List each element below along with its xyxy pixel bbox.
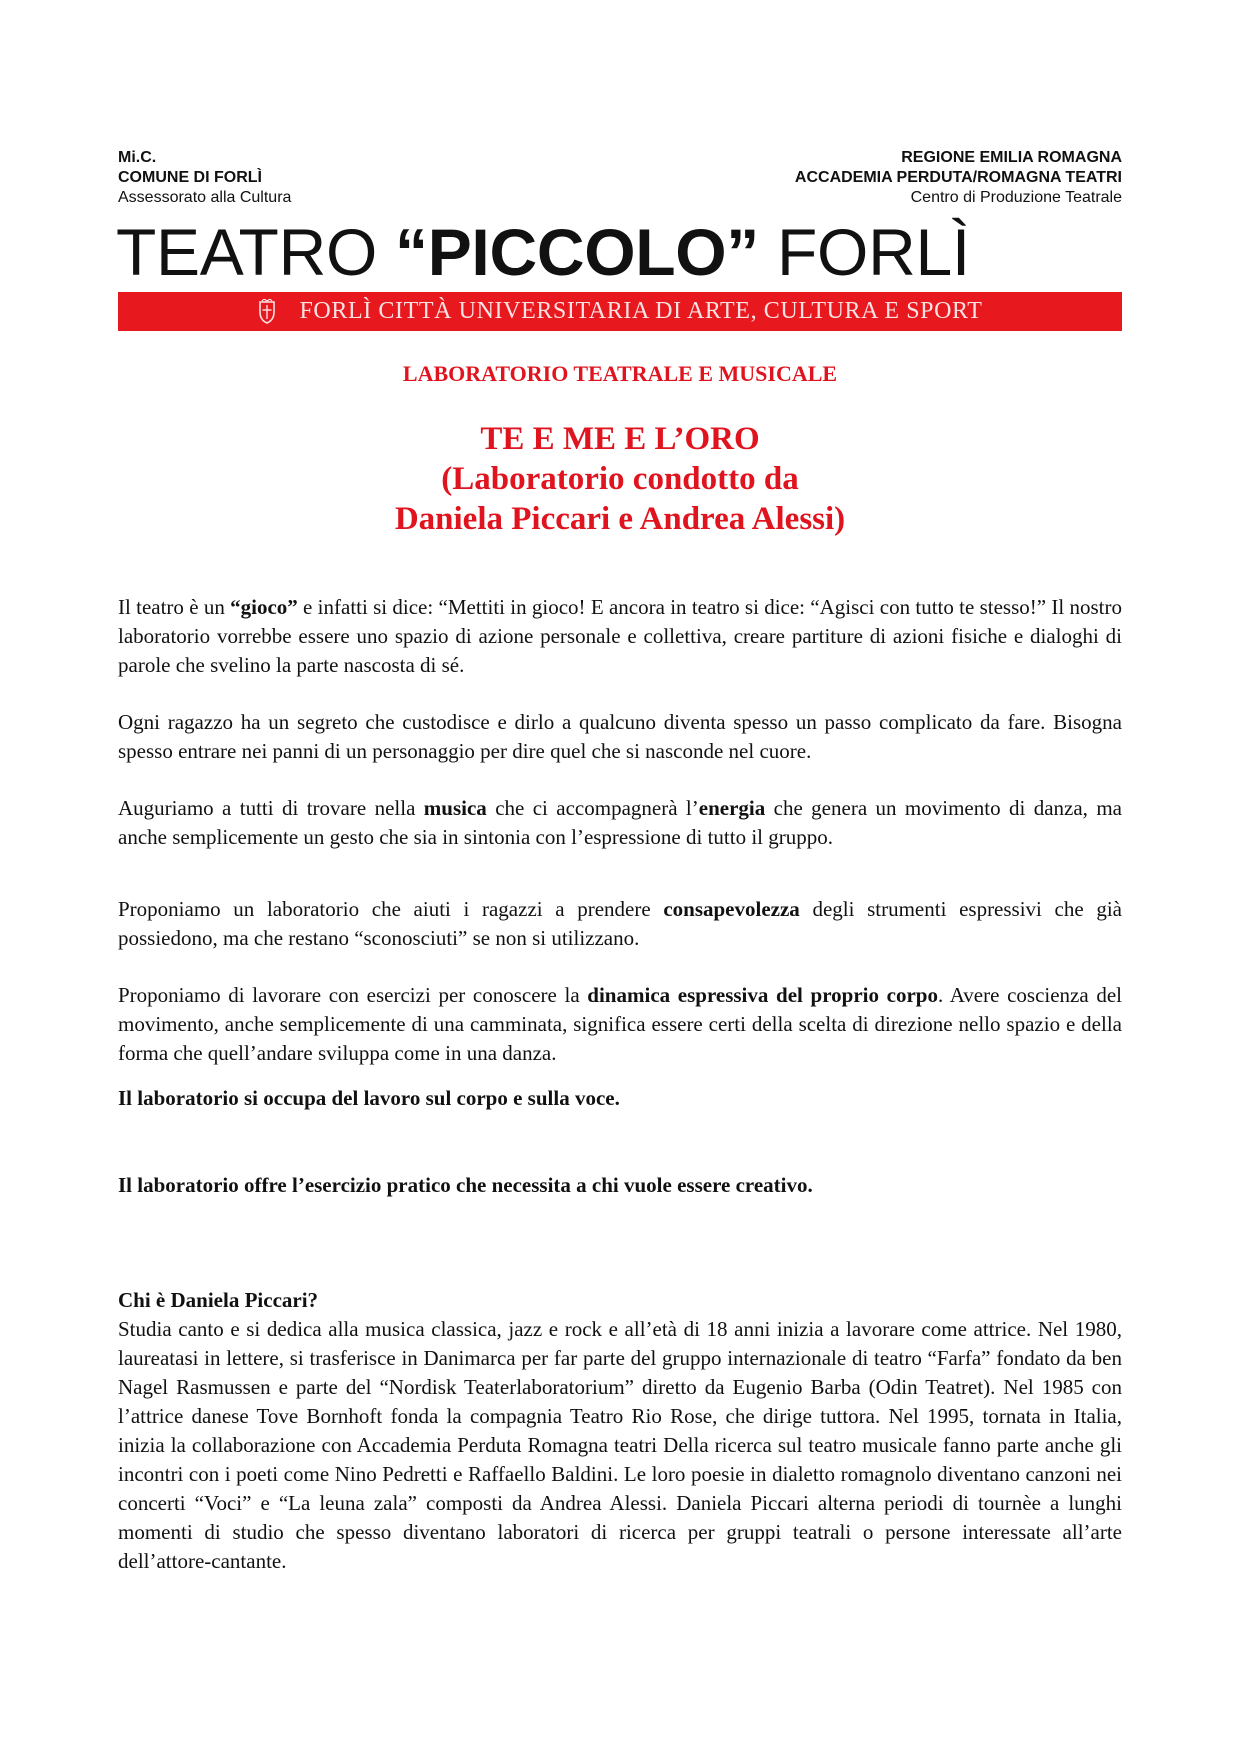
theatre-title-name: “PICCOLO”: [395, 215, 759, 289]
bio-heading: Chi è Daniela Piccari?: [118, 1288, 319, 1312]
letterhead: [118, 148, 1122, 214]
department-label: Assessorato alla Cultura: [118, 189, 292, 206]
theatre-title-pre: TEATRO: [116, 215, 396, 289]
workshop-title: [118, 419, 1122, 539]
paragraph-text: Auguriamo a tutti di trovare nella: [118, 796, 424, 820]
paragraph-text: Proponiamo un laboratorio che aiuti i ragazzi a prendere: [118, 897, 664, 921]
workshop-title-line-2: (Laboratorio condotto da: [441, 461, 799, 497]
emphasis-musica: musica: [423, 796, 487, 820]
paragraph-text: degli strumenti espressivi che già possiedono, ma che restano “sconosciuti” se non si utilizzano.: [118, 897, 1122, 950]
paragraph-text: che genera un movimento di danza, ma anche semplicemente un gesto che sia in sintonia con l’espressione di tutto il gruppo.: [118, 796, 1122, 849]
paragraph-text: che ci accompagnerà l’: [486, 796, 699, 820]
theatre-title-city: FORLÌ: [759, 215, 970, 289]
workshop-title-line-1: TE E ME E L’ORO: [480, 421, 760, 457]
paragraph-secret: Ogni ragazzo ha un segreto che custodisce e dirlo a qualcuno diventa spesso un passo complicato da fare. Bisogna spesso entrare nei panni di un personaggio per dire quel che si nasconde nel cuore.: [118, 710, 1122, 763]
motto-band: [118, 292, 1122, 331]
statement-body-voice: Il laboratorio si occupa del lavoro sul corpo e sulla voce.: [118, 1086, 620, 1110]
section-subtitle: LABORATORIO TEATRALE E MUSICALE: [402, 361, 838, 386]
paragraph-music: [118, 794, 1122, 852]
workshop-title-line-3: Daniela Piccari e Andrea Alessi): [394, 501, 846, 537]
paragraph-text: Il teatro è un: [118, 595, 231, 619]
statement-creative: Il laboratorio offre l’esercizio pratico che necessita a chi vuole essere creativo.: [118, 1173, 813, 1197]
emphasis-consapevolezza: consapevolezza: [663, 897, 800, 921]
municipality-label: COMUNE DI FORLÌ: [118, 169, 262, 186]
theatre-title: [116, 212, 1122, 292]
bio-paragraph: Studia canto e si dedica alla musica classica, jazz e rock e all’età di 18 anni inizia a lavorare come attrice. Nel 1980, laureatasi in lettere, si trasferisce in Danimarca per far parte del gruppo internazionale di teatro “Farfa” fondato da ben Nagel Rasmussen e parte del “Nordisk Teaterlaboratorium” diretto da Eugenio Barba (Odin Teatret). Nel 1985 con l’attrice danese Tove Bornhoft fonda la compagnia Teatro Rio Rose, che dirige tuttora. Nel 1995, tornata in Italia, inizia la collaborazione con Accademia Perduta Romagna teatri Della ricerca sul teatro musicale fanno parte anche gli incontri con i poeti come Nino Pedretti e Raffaello Baldini. Le loro poesie in dialetto romagnolo diventano canzoni nei concerti “Voci” e “La leuna zala” composti da Andrea Alessi. Daniela Piccari alterna periodi di tournèe a lunghi momenti di studio che spesso diventano laboratori di ricerca per gruppi teatrali o persone interessate all’arte dell’attore-cantante.: [118, 1317, 1122, 1573]
letterhead-right: [795, 148, 1122, 208]
emphasis-energia: energia: [698, 796, 766, 820]
city-crest-icon: [257, 299, 277, 325]
paragraph-game: [118, 593, 1122, 680]
letterhead-left: [118, 148, 291, 208]
paragraph-text: e infatti si dice: “Mettiti in gioco! E ancora in teatro si dice: “Agisci con tutto te stesso!” Il nostro laboratorio vorrebbe essere uno spazio di azione personale e collettiva, creare partiture di azioni fisiche e dialoghi di parole che svelino la parte nascosta di sé.: [118, 595, 1122, 677]
paragraph-text: Proponiamo di lavorare con esercizi per conoscere la: [118, 983, 588, 1007]
motto-text: FORLÌ CITTÀ UNIVERSITARIA DI ARTE, CULTURA E SPORT: [299, 298, 983, 324]
emphasis-dinamica: dinamica espressiva del proprio corpo: [587, 983, 938, 1007]
emphasis-gioco: “gioco”: [230, 595, 298, 619]
paragraph-body-dynamics: [118, 981, 1122, 1068]
region-label: REGIONE EMILIA ROMAGNA: [901, 149, 1122, 166]
academy-label: ACCADEMIA PERDUTA/ROMAGNA TEATRI: [794, 169, 1122, 186]
ministry-label: Mi.C.: [118, 149, 157, 166]
production-center-label: Centro di Produzione Teatrale: [910, 189, 1122, 206]
paragraph-awareness: [118, 895, 1122, 953]
paragraph-text: . Avere coscienza del movimento, anche semplicemente di una camminata, significa essere certi della scelta di direzione nello spazio e della forma che quell’andare sviluppa come in una danza.: [118, 983, 1122, 1065]
